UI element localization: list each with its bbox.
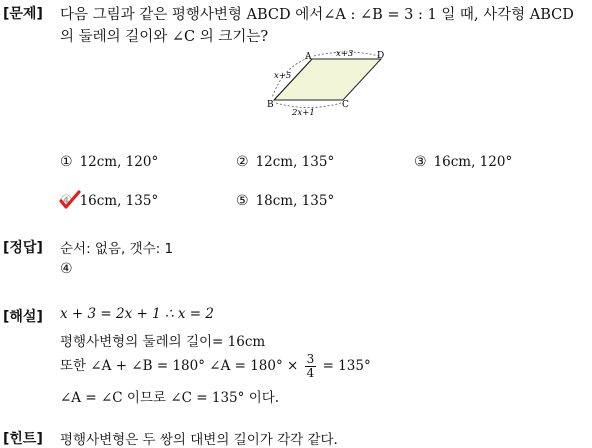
choice-5[interactable] <box>236 193 334 209</box>
choice-1[interactable] <box>60 154 158 170</box>
choice-3-number: ③ <box>414 154 427 170</box>
solution-line-4-part-b: 이므로 <box>126 390 167 406</box>
solution-line-2-text: 평행사변형의 둘레의 길이 <box>60 334 213 350</box>
solution-line-4 <box>60 386 279 406</box>
answer-line-2: ④ <box>60 261 73 277</box>
side-top-label: x+3 <box>336 49 354 59</box>
solution-line-3 <box>60 348 371 384</box>
choice-4[interactable] <box>60 193 158 209</box>
vertex-d-label: D <box>377 51 385 61</box>
check-mark-icon <box>59 190 81 210</box>
answer-tag: [정답] <box>3 240 43 256</box>
solution-line-2 <box>60 330 265 350</box>
choice-3-text: 16cm, 120° <box>433 154 513 170</box>
choice-4-number: ④ <box>60 193 73 209</box>
choice-3[interactable] <box>414 154 512 170</box>
hint-text: 평행사변형은 두 쌍의 대변의 길이가 각각 같다. <box>60 432 338 448</box>
choice-2-text: 12cm, 135° <box>255 154 335 170</box>
problem-tag: [문제] <box>3 6 43 22</box>
solution-line-1: x + 3 = 2x + 1 ∴ x = 2 <box>60 306 214 322</box>
side-bottom-label: 2x+1 <box>292 108 315 118</box>
solution-tag: [해설] <box>3 309 43 325</box>
solution-line-4-part-a: ∠A = ∠C <box>60 390 123 406</box>
choice-2[interactable] <box>236 154 334 170</box>
problem-line-2: 의 둘레의 길이와 ∠C 의 크기는? <box>60 29 269 45</box>
choice-5-text: 18cm, 135° <box>255 193 335 209</box>
solution-line-3-text: 또한 ∠A + ∠B = 180° ∠A = 180° × <box>60 358 299 374</box>
solution-line-3-result: = 135° <box>322 358 371 374</box>
vertex-c-label: C <box>342 100 349 110</box>
choice-4-text: 16cm, 135° <box>79 193 159 209</box>
vertex-b-label: B <box>267 100 274 110</box>
fraction-denominator: 4 <box>306 366 315 380</box>
bottom-side-brace <box>276 103 341 108</box>
vertex-a-label: A <box>305 52 312 62</box>
fraction-3-over-4 <box>305 353 317 379</box>
side-left-label: x+5 <box>274 71 292 81</box>
choice-1-text: 12cm, 120° <box>79 154 159 170</box>
solution-line-2-value: = 16cm <box>212 334 266 350</box>
choice-1-number: ① <box>60 154 73 170</box>
fraction-numerator: 3 <box>306 352 315 367</box>
choice-5-number: ⑤ <box>236 193 249 209</box>
choice-2-number: ② <box>236 154 249 170</box>
answer-line-1: 순서: 없음, 갯수: 1 <box>60 241 174 257</box>
hint-tag: [힌트] <box>3 431 43 447</box>
solution-line-4-part-c: ∠C = 135° <box>170 390 245 406</box>
solution-line-4-part-d: 이다. <box>248 390 280 406</box>
problem-line-1: 다음 그림과 같은 평행사변형 ABCD 에서∠A : ∠B = 3 : 1 일 때, 사각형 ABCD <box>60 7 574 23</box>
parallelogram-figure <box>262 46 392 118</box>
